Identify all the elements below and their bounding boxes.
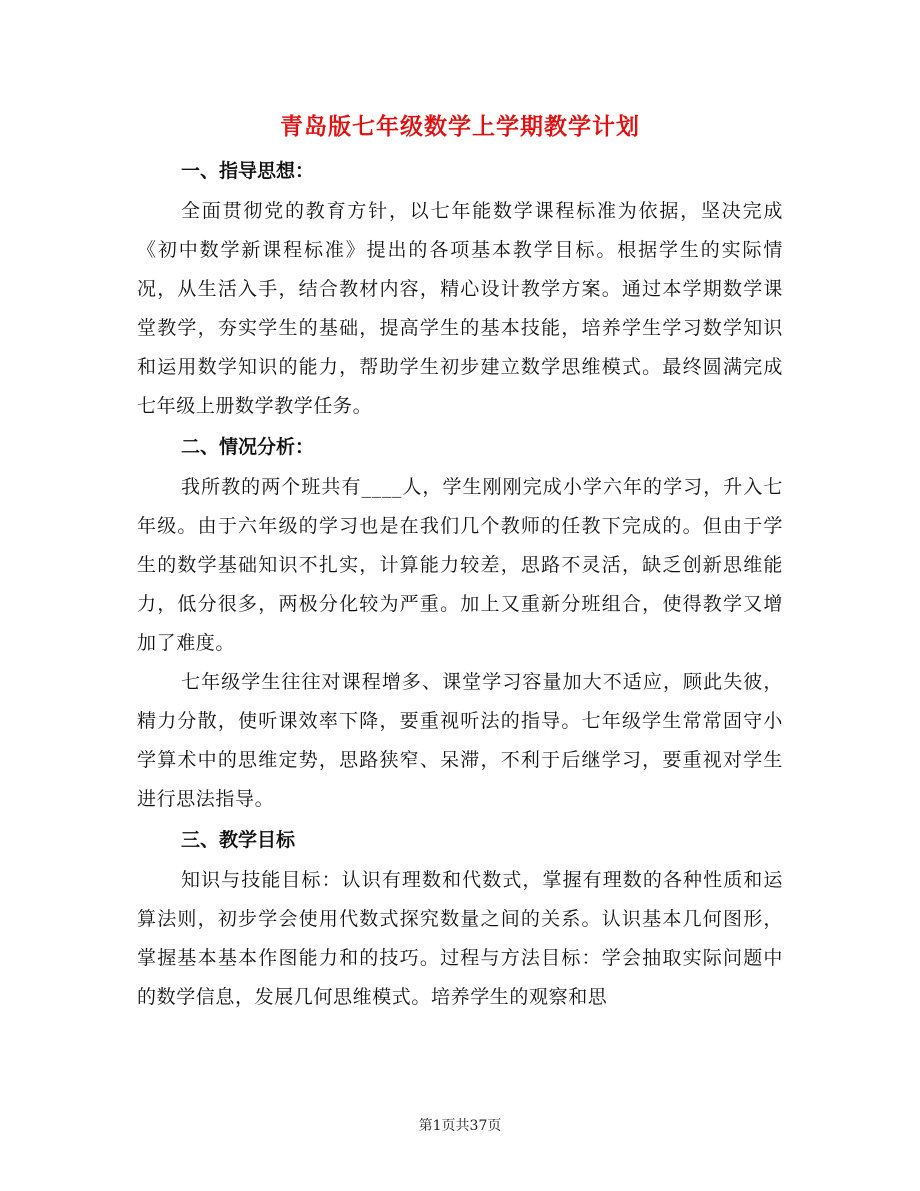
section-heading: 一、指导思想： xyxy=(181,160,315,182)
section-situation-analysis xyxy=(137,426,783,819)
section-guiding-ideology xyxy=(137,150,783,426)
paragraph: 知识与技能目标：认识有理数和代数式，掌握有理数的各种性质和运算法则，初步学会使用代数式探究数量之间的关系。认识基本几何图形，掌握基本基本作图能力和的技巧。过程与方法目标：学会抽取实际问题中的数学信息，发展几何思维模式。培养学生的观察和思 xyxy=(137,869,783,1008)
section-teaching-goals xyxy=(137,819,783,1017)
document-body xyxy=(137,150,783,1017)
section-heading: 三、教学目标 xyxy=(181,829,296,851)
paragraph: 全面贯彻党的教育方针，以七年能数学课程标准为依据，坚决完成《初中数学新课程标准》提出的各项基本教学目标。根据学生的实际情况，从生活入手，结合教材内容，精心设计教学方案。通过本学期数学课堂教学，夯实学生的基础，提高学生的基本技能，培养学生学习数学知识和运用数学知识的能力，帮助学生初步建立数学思维模式。最终圆满完成七年级上册数学教学任务。 xyxy=(137,200,783,417)
section-heading: 二、情况分析： xyxy=(181,436,315,458)
document-title: 青岛版七年级数学上学期教学计划 xyxy=(280,113,640,140)
paragraph: 我所教的两个班共有____人，学生刚刚完成小学六年的学习，升入七年级。由于六年级的学习也是在我们几个教师的任教下完成的。但由于学生的数学基础知识不扎实，计算能力较差，思路不灵活，缺乏创新思维能力，低分很多，两极分化较为严重。加上又重新分班组合，使得教学又增加了难度。 xyxy=(137,476,783,654)
paragraph: 七年级学生往往对课程增多、课堂学习容量加大不适应，顾此失彼，精力分散，使听课效率下降，要重视听法的指导。七年级学生常常固守小学算术中的思维定势，思路狭窄、呆滞，不利于后继学习，要重视对学生进行思法指导。 xyxy=(137,671,783,810)
page-number: 第1页共37页 xyxy=(418,1118,502,1134)
